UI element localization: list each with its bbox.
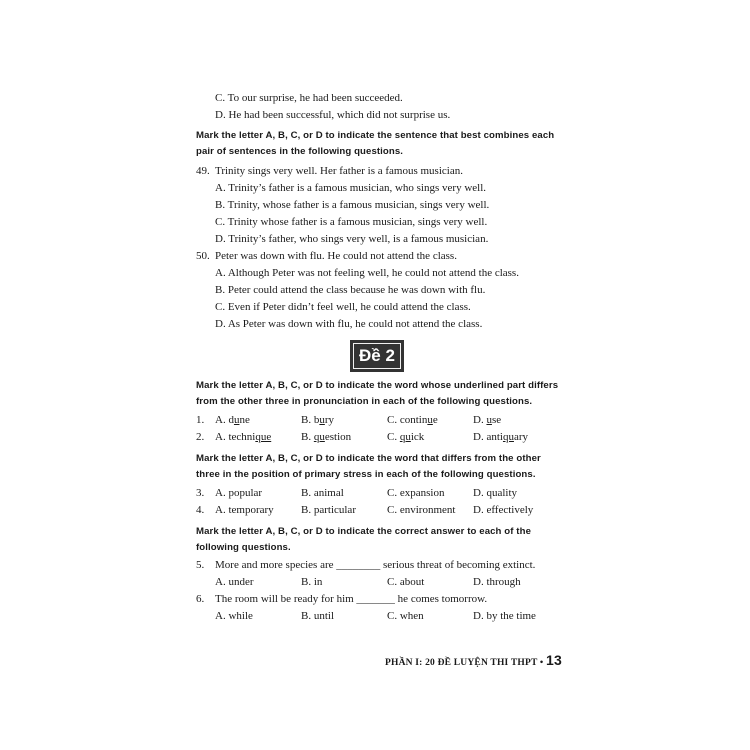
option: C. quick [387, 431, 425, 443]
option: B. animal [301, 487, 344, 499]
question-text: The room will be ready for him _______ he comes tomorrow. [215, 593, 488, 605]
instruction-combine: Mark the letter A, B, C, or D to indicate the sentence that best combines each pair of sentences in the following questions. [196, 130, 555, 157]
option: D. through [473, 576, 521, 588]
question-number: 1. [196, 414, 205, 426]
option: D. by the time [473, 610, 536, 622]
option: D. As Peter was down with flu, he could not attend the class. [215, 318, 483, 330]
option: A. while [215, 610, 253, 622]
option: C. when [387, 610, 424, 622]
question-text: Trinity sings very well. Her father is a famous musician. [215, 165, 463, 177]
section-title: Đề 2 [359, 346, 395, 365]
option: B. Peter could attend the class because he was down with flu. [215, 284, 486, 296]
option: C. expansion [387, 487, 445, 499]
option: C. about [387, 576, 425, 588]
question-number: 50. [196, 250, 210, 262]
question-text: More and more species are ________ serious threat of becoming extinct. [215, 559, 536, 571]
section-banner [350, 340, 404, 372]
option: A. Trinity’s father is a famous musician, who sings very well. [215, 182, 487, 194]
option: D. Trinity’s father, who sings very well, is a famous musician. [215, 233, 489, 245]
question-number: 3. [196, 487, 205, 499]
option: D. use [473, 414, 502, 426]
question-text: Peter was down with flu. He could not attend the class. [215, 250, 457, 262]
option: B. bury [301, 414, 335, 426]
prev-option-c: C. To our surprise, he had been succeeded. [215, 92, 403, 104]
instruction-pronunciation: Mark the letter A, B, C, or D to indicate the word whose underlined part differs from the other three in pronunciation in each of the following questions. [196, 380, 559, 407]
question-number: 49. [196, 165, 210, 177]
option: B. question [301, 431, 352, 443]
page-footer [385, 652, 562, 668]
option: B. Trinity, whose father is a famous musician, sings very well. [215, 199, 490, 211]
option: A. Although Peter was not feeling well, he could not attend the class. [215, 267, 519, 279]
option: C. continue [387, 414, 438, 426]
option: B. particular [301, 504, 356, 516]
question-number: 6. [196, 593, 205, 605]
question-number: 4. [196, 504, 205, 516]
option: A. under [215, 576, 254, 588]
option: A. technique [215, 431, 272, 443]
page-number: 13 [546, 652, 562, 668]
question-number: 5. [196, 559, 205, 571]
option: A. temporary [215, 504, 274, 516]
option: D. effectively [473, 504, 534, 516]
option: A. popular [215, 487, 263, 499]
option: B. in [301, 576, 323, 588]
footer-label: PHẦN I: 20 ĐỀ LUYỆN THI THPT • [384, 658, 544, 668]
option: A. dune [215, 414, 250, 426]
prev-option-d: D. He had been successful, which did not surprise us. [215, 109, 451, 121]
instruction-answer: Mark the letter A, B, C, or D to indicate the correct answer to each of the following questions. [196, 526, 531, 553]
option: C. Even if Peter didn’t feel well, he could attend the class. [215, 301, 471, 313]
question-number: 2. [196, 431, 205, 443]
option: D. antiquary [473, 431, 528, 443]
option: B. until [301, 610, 335, 622]
option: C. Trinity whose father is a famous musician, sings very well. [215, 216, 488, 228]
option: C. environment [387, 504, 456, 516]
option: D. quality [473, 487, 517, 499]
instruction-stress: Mark the letter A, B, C, or D to indicate the word that differs from the other three in the position of primary stress in each of the following questions. [196, 453, 541, 480]
